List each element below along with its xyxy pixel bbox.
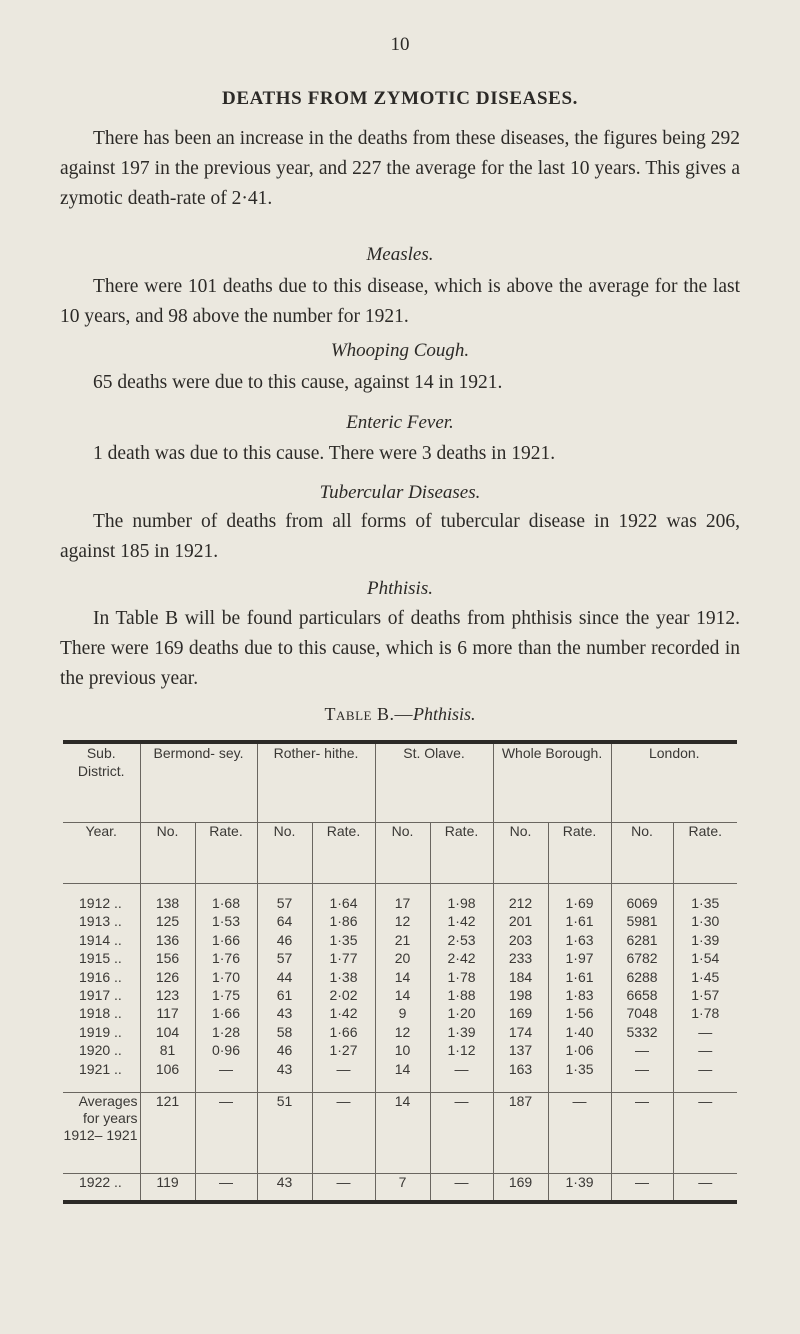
number-cell: — (611, 1174, 673, 1203)
spacer-cell (140, 1078, 195, 1093)
rate-cell: 1·66 (312, 1023, 375, 1041)
spacer-cell (673, 1078, 737, 1093)
rate-cell: 1·64 (312, 894, 375, 912)
rate-cell: 1·78 (430, 968, 493, 986)
row-1922 (63, 1174, 737, 1203)
number-cell: 12 (375, 912, 430, 930)
table-row (63, 986, 737, 1004)
number-cell: 57 (257, 949, 312, 967)
rate-cell: 0·96 (195, 1041, 257, 1059)
number-cell: 7048 (611, 1004, 673, 1022)
table-title-italic: Phthisis. (412, 704, 476, 724)
header-group: Bermond- sey. (140, 742, 257, 823)
rate-cell: 1·88 (430, 986, 493, 1004)
spacer-cell (195, 884, 257, 895)
phthisis-paragraph: In Table B will be found particulars of deaths from phthisis since the year 1912. There were 169 deaths due to this cause, which is 6 more than the number recorded in the previous year. (60, 608, 740, 689)
table-row (63, 1004, 737, 1022)
table-spacer (63, 884, 737, 895)
number-cell: 169 (493, 1174, 548, 1203)
number-cell: 233 (493, 949, 548, 967)
rate-cell: 1·39 (548, 1174, 611, 1203)
number-cell: 119 (140, 1174, 195, 1203)
rate-cell: — (430, 1174, 493, 1203)
number-cell: 43 (257, 1004, 312, 1022)
rate-cell: 2·53 (430, 931, 493, 949)
number-cell: 121 (140, 1093, 195, 1174)
number-cell: 17 (375, 894, 430, 912)
number-cell: 58 (257, 1023, 312, 1041)
averages-label: Averages for years 1912– 1921 (63, 1093, 140, 1174)
table-row (63, 912, 737, 930)
year-cell: 1915 .. (79, 950, 122, 967)
table-row (63, 968, 737, 986)
year-cell: 1922 .. (63, 1174, 140, 1203)
number-cell: 136 (140, 931, 195, 949)
header-group: St. Olave. (375, 742, 493, 823)
number-cell: — (611, 1093, 673, 1174)
number-cell: 212 (493, 894, 548, 912)
number-cell: 126 (140, 968, 195, 986)
header-rate: Rate. (430, 823, 493, 884)
header-group: Rother- hithe. (257, 742, 375, 823)
spacer-cell (63, 884, 140, 895)
whooping-cough-heading: Whooping Cough. (330, 340, 470, 361)
spacer-cell (430, 1078, 493, 1093)
number-cell: 51 (257, 1093, 312, 1174)
spacer-cell (195, 1078, 257, 1093)
rate-cell: 1·35 (548, 1060, 611, 1078)
header-no: No. (375, 823, 430, 884)
number-cell: 137 (493, 1041, 548, 1059)
rate-cell: — (673, 1023, 737, 1041)
rate-cell: 1·27 (312, 1041, 375, 1059)
spacer-cell (312, 884, 375, 895)
rate-cell: — (673, 1060, 737, 1078)
table-row (63, 1041, 737, 1059)
rate-cell: 1·76 (195, 949, 257, 967)
rate-cell: — (673, 1093, 737, 1174)
year-cell: 1918 .. (79, 1005, 122, 1022)
rate-cell: 1·39 (673, 931, 737, 949)
rate-cell: — (673, 1041, 737, 1059)
year-cell: 1912 .. (79, 895, 122, 911)
rate-cell: 1·35 (673, 894, 737, 912)
spacer-cell (548, 884, 611, 895)
spacer-cell (257, 884, 312, 895)
number-cell: 6782 (611, 949, 673, 967)
rate-cell: 1·68 (195, 894, 257, 912)
whooping-cough-paragraph: 65 deaths were due to this cause, against 14 in 1921. (93, 372, 503, 393)
number-cell: 14 (375, 986, 430, 1004)
intro-paragraph: There has been an increase in the deaths from these diseases, the figures being 292 against 197 in the previous year, and 227 the average for the last 10 years. This gives a zymotic death-rate of 2·41. (60, 128, 740, 209)
header-group: Whole Borough. (493, 742, 611, 823)
rate-cell: — (548, 1093, 611, 1174)
rate-cell: 1·86 (312, 912, 375, 930)
number-cell: 46 (257, 1041, 312, 1059)
rate-cell: 1·35 (312, 931, 375, 949)
header-sub-district: Sub. District. (77, 745, 125, 779)
rate-cell: 1·38 (312, 968, 375, 986)
number-cell: 57 (257, 894, 312, 912)
spacer-cell (493, 1078, 548, 1093)
number-cell: 46 (257, 931, 312, 949)
number-cell: 10 (375, 1041, 430, 1059)
spacer-cell (430, 884, 493, 895)
year-cell: 1917 .. (79, 987, 122, 1004)
number-cell: 43 (257, 1174, 312, 1203)
rate-cell: 1·06 (548, 1041, 611, 1059)
number-cell: 201 (493, 912, 548, 930)
number-cell: 106 (140, 1060, 195, 1078)
spacer-cell (257, 1078, 312, 1093)
table-title-prefix: Table B.— (324, 704, 413, 724)
number-cell: 9 (375, 1004, 430, 1022)
page-heading: DEATHS FROM ZYMOTIC DISEASES. (222, 88, 578, 109)
table-title (0, 704, 800, 725)
number-cell: 5332 (611, 1023, 673, 1041)
header-rate: Rate. (673, 823, 737, 884)
table-group-header-row (63, 742, 737, 823)
spacer-cell (611, 1078, 673, 1093)
spacer-cell (548, 1078, 611, 1093)
number-cell: 61 (257, 986, 312, 1004)
rate-cell: 1·53 (195, 912, 257, 930)
table-row (63, 931, 737, 949)
number-cell: 203 (493, 931, 548, 949)
header-no: No. (257, 823, 312, 884)
number-cell: 117 (140, 1004, 195, 1022)
spacer-cell (611, 884, 673, 895)
year-cell: 1919 .. (79, 1023, 122, 1040)
averages-row (63, 1093, 737, 1174)
number-cell: 21 (375, 931, 430, 949)
header-rate: Rate. (312, 823, 375, 884)
table-row (63, 1023, 737, 1041)
rate-cell: 1·40 (548, 1023, 611, 1041)
number-cell: 138 (140, 894, 195, 912)
number-cell: 123 (140, 986, 195, 1004)
rate-cell: 1·83 (548, 986, 611, 1004)
number-cell: 6658 (611, 986, 673, 1004)
rate-cell: 2·42 (430, 949, 493, 967)
phthisis-table (63, 740, 737, 1204)
rate-cell: — (430, 1060, 493, 1078)
measles-paragraph: There were 101 deaths due to this disease, which is above the average for the last 10 years, and 98 above the number for 1921. (60, 276, 740, 327)
phthisis-heading: Phthisis. (367, 578, 433, 599)
number-cell: 14 (375, 1060, 430, 1078)
rate-cell: 1·70 (195, 968, 257, 986)
number-cell: 125 (140, 912, 195, 930)
number-cell: 6069 (611, 894, 673, 912)
rate-cell: — (195, 1174, 257, 1203)
number-cell: 81 (140, 1041, 195, 1059)
page-number: 10 (390, 34, 410, 55)
rate-cell: 1·75 (195, 986, 257, 1004)
number-cell: 64 (257, 912, 312, 930)
year-cell: 1913 .. (79, 913, 122, 930)
spacer-cell (673, 884, 737, 895)
spacer-cell (140, 884, 195, 895)
number-cell: 43 (257, 1060, 312, 1078)
rate-cell: — (430, 1093, 493, 1174)
number-cell: 14 (375, 968, 430, 986)
rate-cell: 1·61 (548, 912, 611, 930)
rate-cell: 1·56 (548, 1004, 611, 1022)
tubercular-diseases-paragraph: The number of deaths from all forms of tubercular disease in 1922 was 206, against 185 in 1921. (60, 511, 740, 562)
table-row (63, 894, 737, 912)
number-cell: 20 (375, 949, 430, 967)
table-row (63, 1060, 737, 1078)
rate-cell: 1·61 (548, 968, 611, 986)
number-cell: 198 (493, 986, 548, 1004)
header-year: Year. (63, 823, 140, 884)
measles-heading: Measles. (366, 244, 434, 265)
tubercular-diseases-heading: Tubercular Diseases. (319, 482, 481, 503)
rate-cell: 1·69 (548, 894, 611, 912)
spacer-cell (375, 884, 430, 895)
rate-cell: 2·02 (312, 986, 375, 1004)
number-cell: 156 (140, 949, 195, 967)
rate-cell: 1·78 (673, 1004, 737, 1022)
number-cell: 5981 (611, 912, 673, 930)
spacer-cell (375, 1078, 430, 1093)
header-rate: Rate. (195, 823, 257, 884)
rate-cell: — (195, 1093, 257, 1174)
rate-cell: 1·20 (430, 1004, 493, 1022)
rate-cell: 1·30 (673, 912, 737, 930)
enteric-fever-heading: Enteric Fever. (346, 412, 454, 433)
number-cell: 14 (375, 1093, 430, 1174)
header-no: No. (493, 823, 548, 884)
rate-cell: 1·66 (195, 1004, 257, 1022)
rate-cell: 1·45 (673, 968, 737, 986)
number-cell: 7 (375, 1174, 430, 1203)
rate-cell: 1·42 (312, 1004, 375, 1022)
number-cell: — (611, 1060, 673, 1078)
header-no: No. (611, 823, 673, 884)
year-cell: 1916 .. (79, 968, 122, 985)
number-cell: 184 (493, 968, 548, 986)
rate-cell: — (312, 1174, 375, 1203)
number-cell: 104 (140, 1023, 195, 1041)
number-cell: 163 (493, 1060, 548, 1078)
header-group: London. (611, 742, 737, 823)
rate-cell: 1·77 (312, 949, 375, 967)
number-cell: 12 (375, 1023, 430, 1041)
spacer-cell (63, 1078, 140, 1093)
year-cell: 1914 .. (79, 931, 122, 948)
year-cell: 1921 .. (79, 1060, 122, 1077)
number-cell: 6288 (611, 968, 673, 986)
number-cell: 6281 (611, 931, 673, 949)
number-cell: 187 (493, 1093, 548, 1174)
table-row (63, 949, 737, 967)
number-cell: 44 (257, 968, 312, 986)
number-cell: — (611, 1041, 673, 1059)
rate-cell: — (673, 1174, 737, 1203)
enteric-fever-paragraph: 1 death was due to this cause. There were 3 deaths in 1921. (93, 443, 556, 464)
rate-cell: 1·12 (430, 1041, 493, 1059)
header-no: No. (140, 823, 195, 884)
rate-cell: — (312, 1060, 375, 1078)
rate-cell: 1·57 (673, 986, 737, 1004)
header-rate: Rate. (548, 823, 611, 884)
rate-cell: 1·97 (548, 949, 611, 967)
rate-cell: 1·63 (548, 931, 611, 949)
rate-cell: — (312, 1093, 375, 1174)
spacer-cell (312, 1078, 375, 1093)
rate-cell: 1·28 (195, 1023, 257, 1041)
table-spacer (63, 1078, 737, 1093)
year-cell: 1920 .. (79, 1042, 122, 1059)
rate-cell: — (195, 1060, 257, 1078)
rate-cell: 1·42 (430, 912, 493, 930)
spacer-cell (493, 884, 548, 895)
rate-cell: 1·54 (673, 949, 737, 967)
table-subheader-row (63, 823, 737, 884)
rate-cell: 1·66 (195, 931, 257, 949)
number-cell: 174 (493, 1023, 548, 1041)
number-cell: 169 (493, 1004, 548, 1022)
rate-cell: 1·39 (430, 1023, 493, 1041)
rate-cell: 1·98 (430, 894, 493, 912)
